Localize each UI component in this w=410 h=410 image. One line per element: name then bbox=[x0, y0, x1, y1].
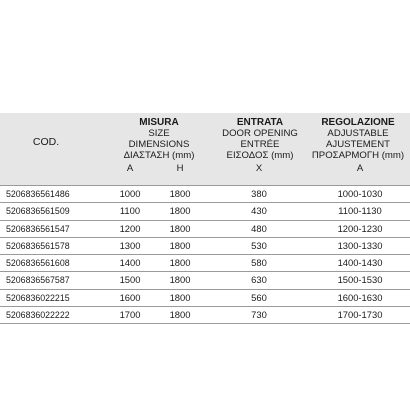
cell-a: 1500 bbox=[119, 274, 141, 286]
cell-h: 1800 bbox=[169, 239, 191, 251]
cell-code: 5206836561608 bbox=[6, 258, 70, 269]
table-row bbox=[0, 307, 410, 324]
table-row bbox=[0, 272, 410, 289]
cell-x: 580 bbox=[251, 257, 267, 269]
cell-x: 730 bbox=[251, 309, 267, 321]
header-entrata-fr: ENTRÉE bbox=[240, 139, 280, 150]
table-row bbox=[0, 221, 410, 238]
cell-x: 480 bbox=[251, 222, 267, 234]
cell-a: 1000 bbox=[119, 188, 141, 199]
header-misura-it: MISURA bbox=[139, 117, 179, 128]
header-regolazione-gr: ΠΡΟΣΑΡΜΟΓΗ (mm) bbox=[311, 150, 405, 161]
cell-h: 1800 bbox=[169, 222, 191, 234]
header-entrata-it: ENTRATA bbox=[236, 117, 284, 128]
header-cod: COD. bbox=[32, 136, 60, 148]
header-entrata-gr: ΕΙΣΟΔΟΣ (mm) bbox=[226, 150, 294, 161]
cell-range: 1100-1130 bbox=[338, 205, 382, 217]
subheader-h: H bbox=[176, 163, 184, 174]
subheader-a2: A bbox=[356, 163, 364, 174]
table-body bbox=[0, 185, 410, 324]
cell-x: 560 bbox=[251, 291, 267, 303]
header-regolazione-it: REGOLAZIONE bbox=[321, 117, 395, 128]
cell-a: 1700 bbox=[119, 309, 141, 321]
cell-a: 1200 bbox=[119, 222, 141, 234]
cell-range: 1700-1730 bbox=[337, 309, 383, 321]
table-row bbox=[0, 290, 410, 307]
header-regolazione-en: ADJUSTABLE bbox=[327, 128, 389, 139]
cell-range: 1600-1630 bbox=[337, 291, 383, 303]
cell-h: 1800 bbox=[169, 205, 191, 217]
header-misura-en: SIZE bbox=[148, 128, 170, 139]
header-misura-gr: ΔΙΑΣΤΑΣΗ (mm) bbox=[123, 150, 195, 161]
cell-x: 380 bbox=[251, 188, 267, 199]
cell-code: 5206836561509 bbox=[6, 206, 70, 217]
header-entrata-en: DOOR OPENING bbox=[222, 128, 298, 139]
cell-code: 5206836561486 bbox=[6, 189, 70, 199]
header-misura bbox=[110, 117, 208, 161]
cell-code: 5206836561578 bbox=[6, 240, 70, 251]
cell-code: 5206836561547 bbox=[6, 223, 70, 234]
table-row bbox=[0, 238, 410, 255]
cell-range: 1400-1430 bbox=[337, 257, 383, 269]
cell-h: 1800 bbox=[169, 188, 191, 199]
header-misura-fr: DIMENSIONS bbox=[128, 139, 190, 150]
cell-h: 1800 bbox=[169, 274, 191, 286]
cell-x: 630 bbox=[251, 274, 267, 286]
cell-a: 1600 bbox=[119, 291, 141, 303]
subheader-a: A bbox=[126, 163, 134, 174]
header-regolazione-fr: AJUSTEMENT bbox=[326, 139, 390, 150]
cell-a: 1300 bbox=[119, 239, 141, 251]
cell-range: 1300-1330 bbox=[337, 239, 383, 251]
dimensions-table bbox=[0, 113, 410, 324]
cell-h: 1800 bbox=[169, 291, 191, 303]
cell-code: 5206836567587 bbox=[6, 275, 70, 286]
cell-range: 1200-1230 bbox=[337, 222, 383, 234]
cell-x: 430 bbox=[251, 205, 267, 217]
cell-a: 1100 bbox=[119, 205, 141, 217]
table-row bbox=[0, 185, 410, 203]
header-regolazione bbox=[306, 117, 410, 161]
cell-range: 1500-1530 bbox=[337, 274, 383, 286]
header-entrata bbox=[212, 117, 308, 161]
cell-x: 530 bbox=[251, 239, 267, 251]
cell-code: 5206836022215 bbox=[6, 292, 70, 303]
cell-code: 5206836022222 bbox=[6, 310, 70, 321]
subheader-x: X bbox=[255, 163, 263, 174]
table-header bbox=[0, 113, 410, 185]
cell-h: 1800 bbox=[169, 257, 191, 269]
table-row bbox=[0, 255, 410, 272]
cell-a: 1400 bbox=[119, 257, 141, 269]
cell-h: 1800 bbox=[169, 309, 191, 321]
cell-range: 1000-1030 bbox=[337, 188, 383, 199]
table-row bbox=[0, 203, 410, 220]
